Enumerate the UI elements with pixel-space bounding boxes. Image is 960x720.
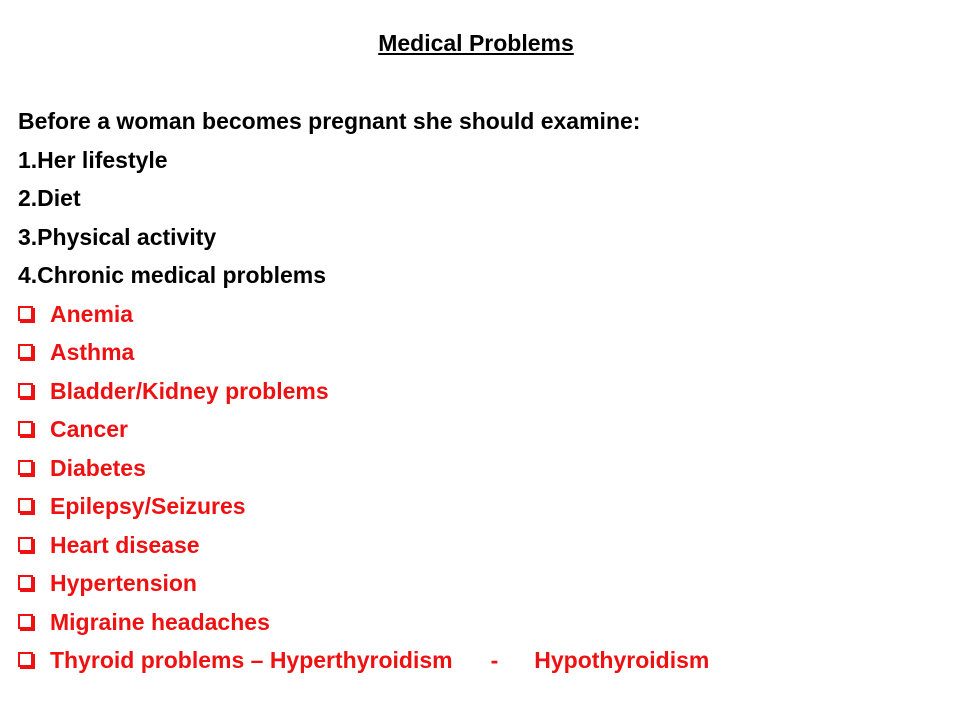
bullet-item [18, 564, 938, 603]
bullet-item [18, 295, 938, 334]
bullet-label: Anemia [50, 300, 134, 327]
bullet-item [18, 487, 938, 526]
bullet-label: Cancer [50, 416, 128, 442]
numbered-item: 1.Her lifestyle [18, 146, 168, 173]
bullet-label: Hypertension [50, 570, 197, 596]
bullet-label: Migraine headaches [50, 608, 270, 635]
slide-title: Medical Problems [378, 30, 574, 56]
numbered-item: 4.Chronic medical problems [18, 262, 327, 288]
bullet-label: Hypothyroidism [534, 647, 710, 673]
checkbox-bullet-icon [18, 498, 33, 513]
checkbox-bullet-icon [18, 614, 33, 629]
checkbox-bullet-icon [18, 575, 33, 590]
bullet-item-thyroid [18, 641, 938, 680]
bullet-item [18, 333, 938, 372]
numbered-item: 2.Diet [18, 185, 81, 211]
bullet-item [18, 410, 938, 449]
checkbox-bullet-icon [18, 383, 33, 398]
bullet-label: Diabetes [50, 454, 146, 481]
checkbox-bullet-icon [18, 421, 33, 436]
bullet-label: Thyroid problems – Hyperthyroidism [50, 647, 453, 673]
bullet-item [18, 449, 938, 488]
dash-separator: - [490, 647, 499, 673]
bullet-label: Bladder/Kidney problems [50, 377, 329, 404]
checkbox-bullet-icon [18, 344, 33, 359]
checkbox-bullet-icon [18, 460, 33, 475]
bullet-item [18, 372, 938, 411]
bullet-label: Heart disease [50, 531, 200, 558]
numbered-item: 3.Physical activity [18, 223, 217, 250]
slide-content [18, 102, 938, 680]
checkbox-bullet-icon [18, 306, 33, 321]
bullet-label: Asthma [50, 339, 135, 365]
bullet-item [18, 526, 938, 565]
bullet-item [18, 603, 938, 642]
bullet-label: Epilepsy/Seizures [50, 493, 246, 519]
checkbox-bullet-icon [18, 652, 33, 667]
intro-text: Before a woman becomes pregnant she should examine: [18, 108, 641, 134]
checkbox-bullet-icon [18, 537, 33, 552]
